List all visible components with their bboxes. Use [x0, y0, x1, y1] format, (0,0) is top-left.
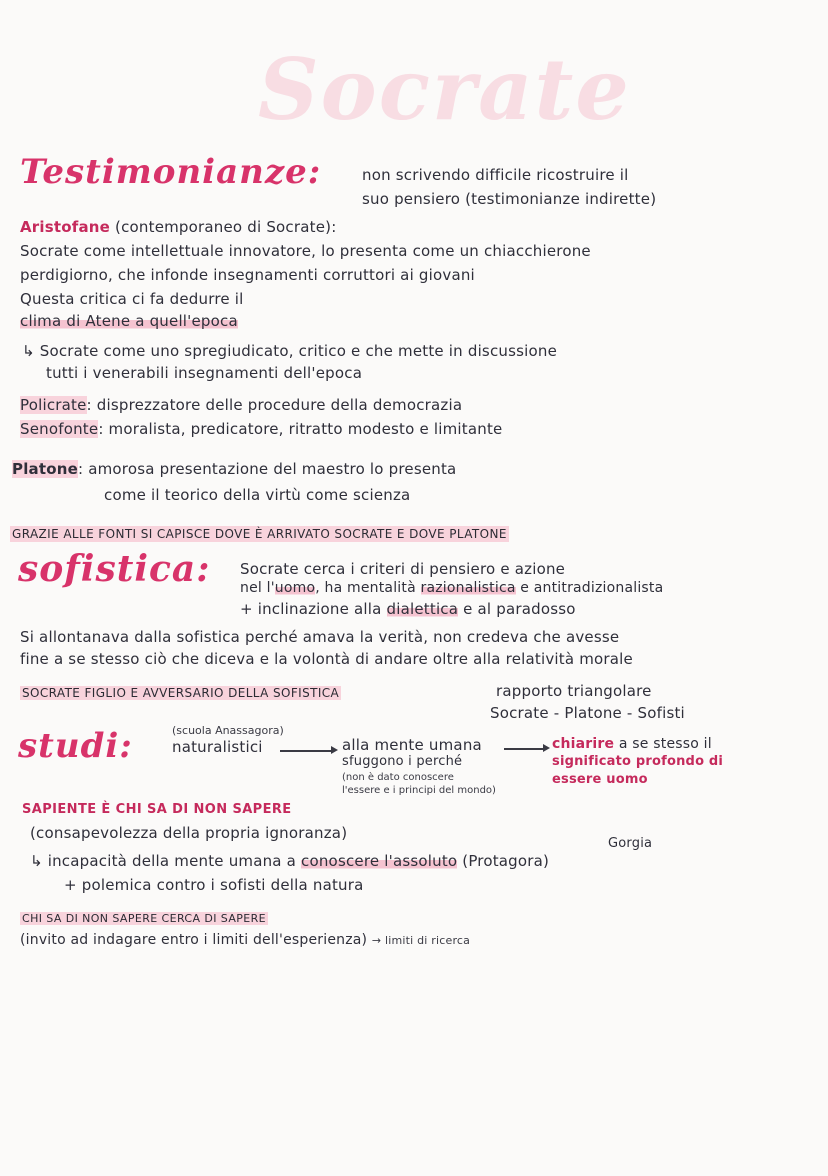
- sapiente-conoscere: conoscere l'assoluto: [301, 852, 458, 870]
- arrow-line-1: [280, 750, 332, 752]
- studi-scuola: (scuola Anassagora): [172, 724, 284, 737]
- sapiente-gorgia: Gorgia: [608, 836, 653, 851]
- arrow-head-1: [331, 746, 338, 754]
- page-title-watermark: Socrate: [258, 40, 631, 139]
- senofonte-name: Senofonte: [20, 420, 99, 438]
- fonti-banner: GRAZIE ALLE FONTI SI CAPISCE DOVE È ARRIVATO SOCRATE E DOVE PLATONE: [12, 527, 507, 541]
- sofistica-para1: Si allontanava dalla sofistica perché amava la verità, non credeva che avesse: [20, 628, 620, 646]
- sofistica-razionalistica: razionalistica: [420, 580, 516, 596]
- chi-sa-invito: [20, 932, 470, 948]
- studi-essere-uomo: essere uomo: [552, 772, 648, 787]
- policrate-name: Policrate: [20, 396, 87, 414]
- sofistica-uomo: uomo: [274, 580, 316, 596]
- chi-sa-banner: CHI SA DI NON SAPERE CERCA DI SAPERE: [22, 912, 267, 925]
- aristofane-line5-hl: clima di Atene a quell'epoca: [20, 312, 238, 330]
- aristofane-name: Aristofane: [20, 218, 111, 236]
- chi-sa-limiti: → limiti di ricerca: [371, 934, 471, 947]
- studi-sfuggono: sfuggono i perché: [342, 754, 463, 769]
- sofistica-line2-b: , ha mentalità: [315, 580, 421, 596]
- studi-chiarire-word: chiarire: [552, 736, 615, 752]
- heading-testimonianze: Testimonianze:: [20, 152, 322, 192]
- policrate-desc: : disprezzatore delle procedure della democrazia: [86, 396, 463, 414]
- sofistica-line2-c: e antitradizionalista: [515, 580, 664, 596]
- socrate-figlio-banner: SOCRATE FIGLIO E AVVERSARIO DELLA SOFISTICA: [22, 686, 340, 700]
- rapporto-line1: rapporto triangolare: [496, 682, 652, 700]
- sofistica-line3-a: + inclinazione alla: [240, 600, 387, 618]
- sofistica-para2: fine a se stesso ciò che diceva e la volontà di andare oltre alla relatività morale: [20, 650, 633, 668]
- senofonte-line: [20, 420, 502, 438]
- sapiente-incapacita-a: ↳ incapacità della mente umana a: [30, 852, 302, 870]
- sapiente-consapevolezza: (consapevolezza della propria ignoranza): [30, 824, 348, 842]
- sofistica-line3: [240, 600, 576, 618]
- sofistica-line1: Socrate cerca i criteri di pensiero e azione: [240, 560, 566, 578]
- platone-desc1: : amorosa presentazione del maestro lo presenta: [78, 460, 457, 478]
- heading-studi: studi:: [18, 726, 133, 766]
- aristofane-line2: Socrate come intellettuale innovatore, lo presenta come un chiacchierone: [20, 242, 591, 260]
- chi-sa-invito-a: (invito ad indagare entro i limiti dell'esperienza): [20, 932, 372, 948]
- sofistica-line2: [240, 580, 663, 596]
- arrow-line-2: [504, 748, 544, 750]
- rapporto-line2: Socrate - Platone - Sofisti: [490, 704, 685, 722]
- studi-significato: significato profondo di: [552, 754, 724, 769]
- platone-line2: come il teorico della virtù come scienza: [104, 486, 411, 504]
- studi-chiarire-rest: a se stesso il: [614, 736, 712, 752]
- studi-chiarire: [552, 736, 712, 752]
- sapiente-heading: SAPIENTE È CHI SA DI NON SAPERE: [22, 802, 292, 817]
- sapiente-incapacita: [30, 852, 549, 870]
- studi-naturalistici: naturalistici: [172, 738, 263, 756]
- sapiente-incapacita-b: (Protagora): [457, 852, 550, 870]
- senofonte-desc: : moralista, predicatore, ritratto modesto e limitante: [98, 420, 503, 438]
- studi-mente: alla mente umana: [342, 736, 482, 754]
- aristofane-arrow-line2: tutti i venerabili insegnamenti dell'epoca: [46, 364, 363, 382]
- aristofane-desc: (contemporaneo di Socrate):: [110, 218, 337, 236]
- testimonianze-note-line1: non scrivendo difficile ricostruire il: [362, 166, 629, 184]
- studi-non-dato-1: (non è dato conoscere: [342, 772, 454, 783]
- platone-line1: [12, 460, 456, 478]
- heading-sofistica: sofistica:: [18, 548, 211, 590]
- aristofane-arrow-line1: ↳ Socrate come uno spregiudicato, critico e che mette in discussione: [22, 342, 558, 360]
- aristofane-line5: [20, 312, 238, 330]
- arrow-head-2: [543, 744, 550, 752]
- sofistica-dialettica: dialettica: [386, 600, 459, 618]
- aristofane-line4: Questa critica ci fa dedurre il: [20, 290, 244, 308]
- aristofane-line3: perdigiorno, che infonde insegnamenti corruttori ai giovani: [20, 266, 475, 284]
- sofistica-line3-b: e al paradosso: [458, 600, 576, 618]
- platone-name: Platone: [12, 460, 78, 478]
- testimonianze-note-line2: suo pensiero (testimonianze indirette): [362, 190, 657, 208]
- sapiente-polemica: + polemica contro i sofisti della natura: [64, 876, 364, 894]
- sofistica-line2-a: nel l': [240, 580, 275, 596]
- aristofane-line: [20, 218, 336, 236]
- studi-non-dato-2: l'essere e i principi del mondo): [342, 785, 496, 796]
- policrate-line: [20, 396, 462, 414]
